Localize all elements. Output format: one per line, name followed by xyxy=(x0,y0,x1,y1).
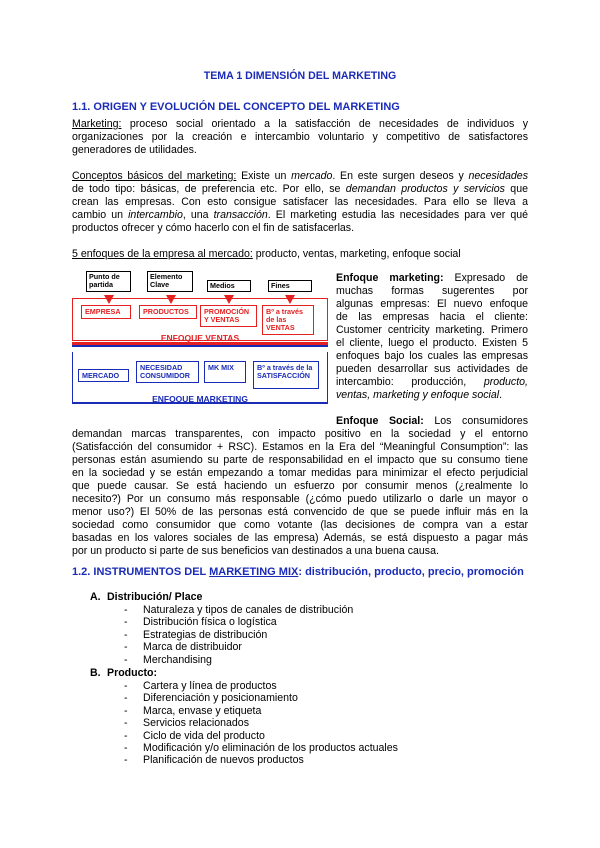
text: demandan productos y servicios xyxy=(345,183,505,195)
enfoque-marketing-line-3: algunas empresas: El nuevo enfoque xyxy=(336,298,528,310)
diagram-box-mercado: MERCADO xyxy=(78,369,129,382)
list-dash: - xyxy=(124,604,128,616)
text: . El marketing estudia las necesidades para ver qué xyxy=(267,209,528,221)
label-enfoque-marketing: ENFOQUE MARKETING xyxy=(152,394,248,404)
diagram-box-mk-mix: MK MIX xyxy=(204,361,246,383)
list-dash: - xyxy=(124,680,128,692)
diagram-box-fines: Fines xyxy=(268,280,312,292)
list-b-title: Producto: xyxy=(107,667,158,679)
enfoque-marketing-line-6: el cliente, luego el producto. Existen 5 xyxy=(336,337,528,349)
diagram-box-beneficio-satisfaccion: Bº a través de la SATISFACCIÓN xyxy=(253,361,319,389)
text: 1.2. INSTRUMENTOS DEL xyxy=(72,566,210,578)
enfoque-social-line-6: necesito?) Por un consumo más responsable (¿cómo puedo utilizarlo o darle un mayor o xyxy=(72,493,528,505)
enfoque-marketing-bar xyxy=(72,345,328,347)
list-item: Modificación y/o eliminación de los productos actuales xyxy=(143,742,398,754)
enfoque-marketing-line-5: Customer centricity marketing. Primero xyxy=(336,324,528,336)
text: mercado xyxy=(291,170,333,182)
list-item: Marca de distribuidor xyxy=(143,641,242,654)
enfoque-social-line-2: (Satisfacción del consumidor + RSC). Estamos en la Era del “Meaningful Consumption”: las xyxy=(72,441,528,453)
list-dash: - xyxy=(124,653,128,666)
text: , una xyxy=(182,209,214,221)
list-item: Planificación de nuevos productos xyxy=(143,754,304,767)
enfoque-marketing-line-8: pueden desarrollar sus actividades de xyxy=(336,363,528,375)
paragraph-conceptos-line-4 xyxy=(72,209,528,222)
list-dash: - xyxy=(124,742,128,754)
text: : distribución, producto, precio, promoción xyxy=(298,566,524,578)
paragraph-conceptos-line-3: crean las empresas. Con esto consigue satisfacer las necesidades. Para ello se lleva a xyxy=(72,196,528,208)
diagram-box-necesidad-consumidor: NECESIDAD CONSUMIDOR xyxy=(136,361,199,383)
list-a-title: Distribución/ Place xyxy=(107,591,203,603)
text: Existe un xyxy=(236,170,292,182)
list-item: Diferenciación y posicionamiento xyxy=(143,692,298,705)
enfoques-diagram xyxy=(72,268,328,410)
enfoque-marketing-line-10 xyxy=(336,389,528,402)
label-enfoque-ventas: ENFOQUE VENTAS xyxy=(160,333,240,343)
text: proceso social orientado a la satisfacción de necesidades de individuos y xyxy=(121,118,528,130)
list-b-marker: B. xyxy=(90,667,101,679)
list-item: Estrategias de distribución xyxy=(143,628,268,641)
page-title: TEMA 1 DIMENSIÓN DEL MARKETING xyxy=(203,70,397,82)
text: MARKETING MIX xyxy=(209,566,299,578)
paragraph-conceptos-line-1 xyxy=(72,170,528,183)
text: . En este surgen deseos y xyxy=(332,170,469,182)
list-dash: - xyxy=(124,628,128,641)
enfoque-social-line-0 xyxy=(336,415,528,428)
enfoque-marketing-line-4: de las empresas hacia el cliente: xyxy=(336,311,528,323)
list-dash: - xyxy=(124,641,128,654)
enfoque-marketing-line-2: muchas formas sugerentes por xyxy=(336,285,528,297)
list-dash: - xyxy=(124,729,128,742)
term-enfoque-social: Enfoque Social: xyxy=(336,415,424,427)
section-heading-1: 1.1. ORIGEN Y EVOLUCIÓN DEL CONCEPTO DEL MARKETING xyxy=(72,101,400,113)
list-dash: - xyxy=(124,717,128,730)
list-dash: - xyxy=(124,616,128,629)
term-enfoque-marketing: Enfoque marketing: xyxy=(336,272,444,284)
diagram-box-empresa: EMPRESA xyxy=(81,305,131,319)
enfoque-marketing-line-1 xyxy=(336,272,528,285)
list-item: Ciclo de vida del producto xyxy=(143,729,265,742)
enfoque-social-line-4: en la sociedad y se están empezando a tomar medidas para minimizar el efecto perjudicial xyxy=(72,467,528,479)
section-heading-2 xyxy=(72,566,524,578)
text: cambio un xyxy=(72,209,129,221)
text: necesidades xyxy=(468,170,528,182)
diagram-box-beneficio-ventas: Bº a través de las VENTAS xyxy=(262,305,314,335)
list-item: Merchandising xyxy=(143,653,212,666)
list-item: Marca, envase y etiqueta xyxy=(143,704,262,717)
list-item: Cartera y línea de productos xyxy=(143,680,277,692)
term-marketing: Marketing: xyxy=(72,118,122,130)
paragraph-enfoques xyxy=(72,248,528,261)
text: que xyxy=(504,183,528,195)
term-conceptos: Conceptos básicos del marketing: xyxy=(72,170,237,182)
enfoque-social-line-1: demandan marcas transparentes, con impacto positivo en la sociedad y el entorno xyxy=(72,428,528,440)
enfoque-social-line-10: por un producto si parte de sus beneficios van destinados a una buena causa. xyxy=(72,545,439,557)
enfoque-social-line-9: basadas en los valores sociales de las empresa) Además, se está dispuesto a pagar más xyxy=(72,532,528,544)
text: transacción xyxy=(213,209,268,221)
paragraph-conceptos-line-2 xyxy=(72,183,528,196)
list-a-marker: A. xyxy=(90,591,101,603)
list-item: Servicios relacionados xyxy=(143,717,249,730)
list-dash: - xyxy=(124,704,128,717)
text: Expresado de xyxy=(443,272,528,284)
diagram-box-punto-partida: Punto de partida xyxy=(86,271,131,292)
text: producto, xyxy=(483,376,528,388)
term-enfoques: 5 enfoques de la empresa al mercado: xyxy=(72,248,253,260)
enfoque-marketing-line-9 xyxy=(336,376,528,389)
list-item: Naturaleza y tipos de canales de distribución xyxy=(143,604,354,616)
text: ventas, marketing y enfoque social xyxy=(336,389,500,401)
text: Los consumidores xyxy=(423,415,528,427)
enfoque-social-line-3: personas están asumiendo su parte de responsabilidad en el impacto que su consumo tiene xyxy=(72,454,528,466)
paragraph-marketing-line-3: generadores de utilidades. xyxy=(72,144,197,156)
diagram-box-productos: PRODUCTOS xyxy=(139,305,197,319)
text: producto, ventas, marketing, enfoque social xyxy=(252,248,461,260)
list-item: Distribución física o logística xyxy=(143,616,277,629)
diagram-box-medios: Medios xyxy=(207,280,251,292)
text: intercambio: producción, xyxy=(336,376,484,388)
text: . xyxy=(499,389,503,401)
enfoque-social-line-8: sociedad como consumidor que como votante (las decisiones de compra van a estar xyxy=(72,519,528,531)
paragraph-conceptos-line-5: productos ofrecer y cómo hacerlo con el fin de satisfacerlas. xyxy=(72,222,355,234)
list-dash: - xyxy=(124,754,128,767)
paragraph-marketing-line-1 xyxy=(72,118,528,131)
diagram-box-promocion-ventas: PROMOCIÓN Y VENTAS xyxy=(200,305,257,327)
text: de todo tipo: básicas, de preferencia etc. Por ello, se xyxy=(72,183,346,195)
text: intercambio xyxy=(128,209,183,221)
enfoque-social-line-7: menor uso?) El 50% de las personas está convencido de que se puede influir más en la xyxy=(72,506,528,518)
enfoque-social-line-5: que puede causar. Se está haciendo un esfuerzo por consumir menos (¿realmente lo xyxy=(72,480,528,492)
paragraph-marketing-line-2: organizaciones por la creación e intercambio voluntario y competitivo de satisfactores xyxy=(72,131,528,143)
diagram-box-elemento-clave: Elemento Clave xyxy=(147,271,193,292)
enfoque-marketing-line-7: enfoques bajo los cuales las empresas xyxy=(336,350,528,362)
list-dash: - xyxy=(124,692,128,705)
